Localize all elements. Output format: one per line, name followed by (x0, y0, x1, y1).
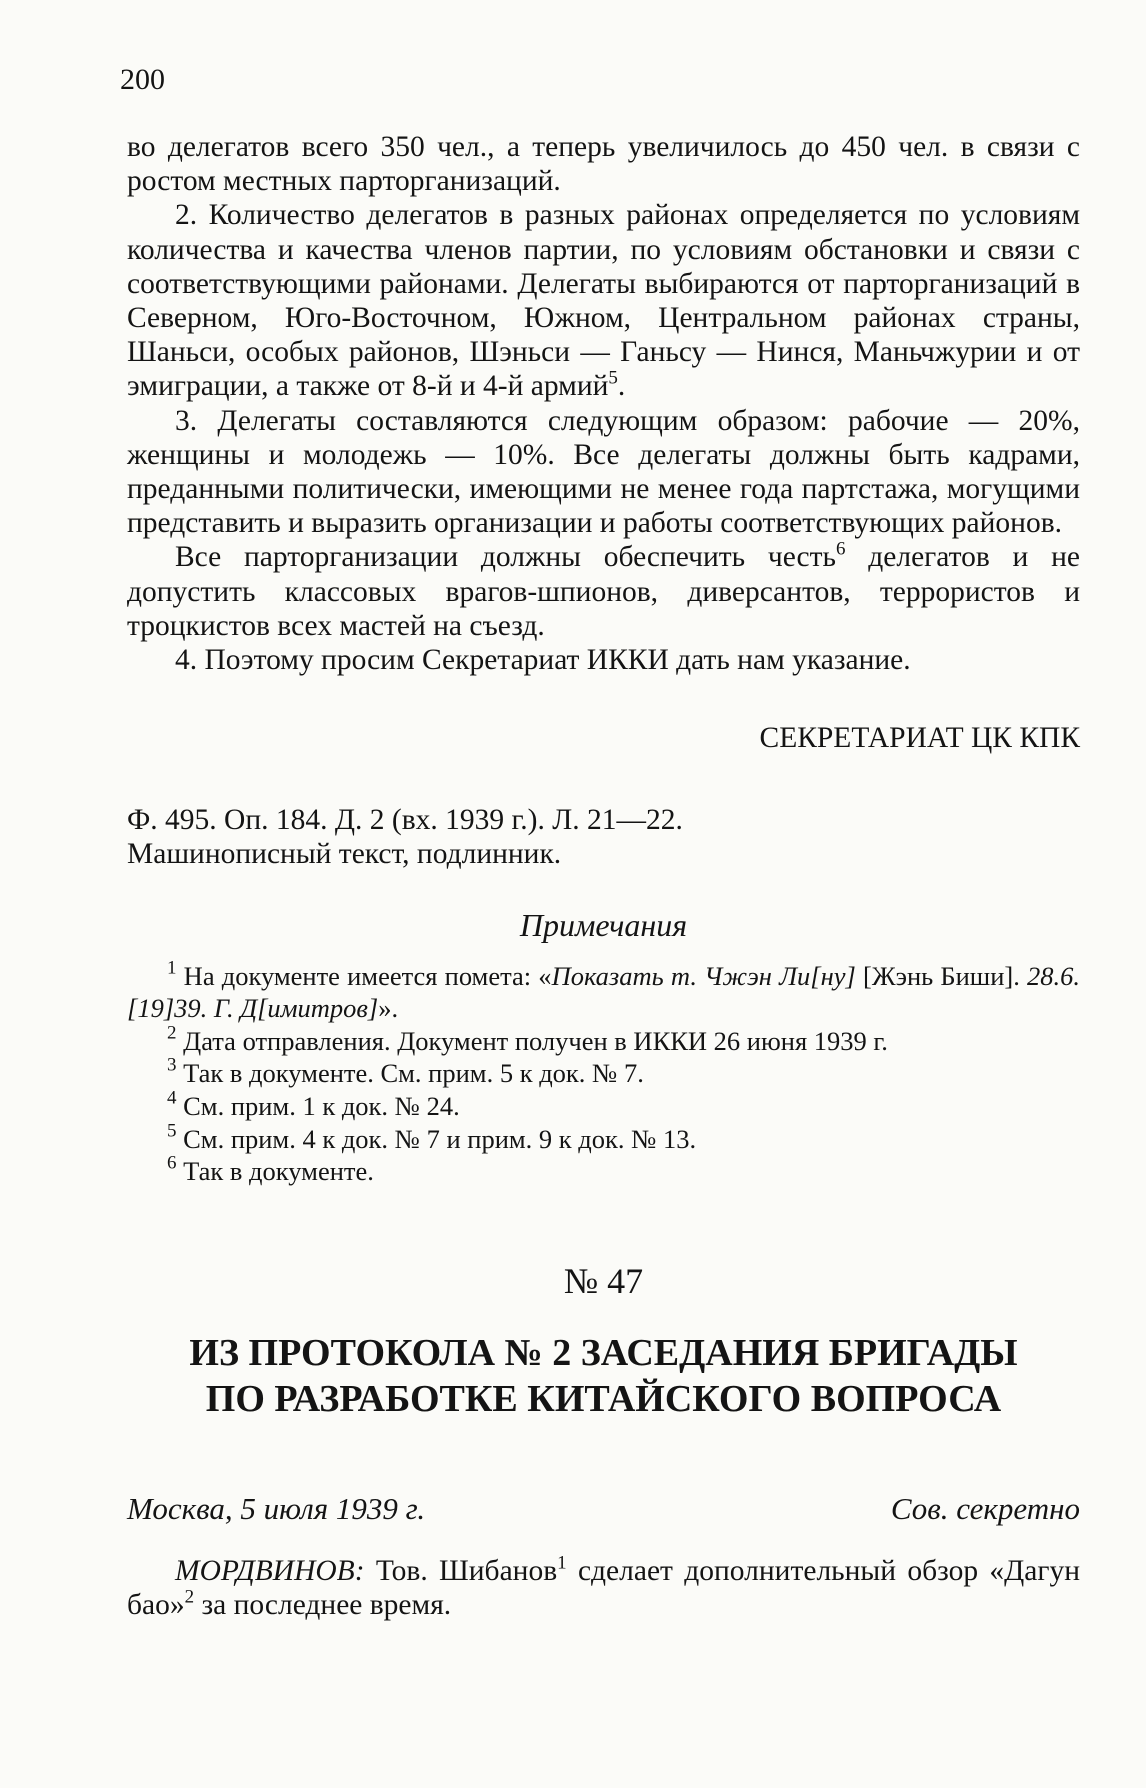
paragraph-request (127, 643, 1080, 677)
footnote-ref: 6 (836, 539, 846, 561)
note-text: На документе имеется помета: « (176, 960, 552, 991)
page-content (127, 130, 1080, 1622)
paragraph-continuation (127, 130, 1080, 198)
note-number: 6 (167, 1152, 177, 1174)
paragraph-text: Все парторганизации должны обеспечить честь (175, 541, 836, 574)
paragraph-text: 2. Количество делегатов в разных районах определяется по условиям количества и качества членов партии, по условиям обстановки и связи с соответствующими районами. Делегаты выбираются от парторганизаций в Северном, Юго-Восточном, Южном, Центральном районах страны, Шаньси, особых районов, Шэньси — Ганьсу — Нинся, Маньчжурии и от эмиграции, а также от 8-й и 4-й армий (127, 199, 1080, 403)
note-number: 3 (167, 1055, 177, 1077)
paragraph-text: во делегатов всего 350 чел., а теперь увеличилось до 450 чел. в связи с ростом местных парторганизаций. (127, 131, 1080, 198)
paragraph-delegates-composition (127, 404, 1080, 541)
speech-text: за последнее время. (194, 1589, 452, 1622)
note-text: См. прим. 4 к док. № 7 и прим. 9 к док. № 13. (176, 1123, 697, 1154)
note-number: 4 (167, 1087, 177, 1109)
place-date: Москва, 5 июля 1939 г. (127, 1490, 426, 1526)
note-item (127, 1022, 1080, 1058)
note-number: 1 (167, 957, 177, 979)
note-item (127, 1152, 1080, 1188)
archive-line-2: Машинописный текст, подлинник. (127, 838, 562, 871)
page-number: 200 (120, 63, 165, 96)
footnote-ref: 5 (608, 368, 618, 390)
notes-heading: Примечания (519, 906, 688, 943)
note-text: Дата отправления. Документ получен в ИККИ 26 июня 1939 г. (176, 1025, 888, 1056)
speech-text: сделает дополнительный обзор «Дагун бао» (127, 1554, 1080, 1622)
note-item (127, 1120, 1080, 1156)
document-title-line-1: ИЗ ПРОТОКОЛА № 2 ЗАСЕДАНИЯ БРИГАДЫ (189, 1331, 1018, 1374)
note-item (127, 1057, 1080, 1090)
notes-list (127, 957, 1081, 1188)
paragraph-delegates-count (127, 198, 1080, 403)
paragraph-text: делегатов и не допустить классовых врагов-шпионов, диверсантов, террористов и троцкистов всех мастей на съезд. (127, 541, 1080, 642)
paragraph-text: 3. Делегаты составляются следующим образом: рабочие — 20%, женщины и молодежь — 10%. Все делегаты должны быть кадрами, преданными политически, имеющими не менее года партстажа, могущими представить и выразить организации и работы соответствующих районов. (127, 404, 1080, 540)
signature: СЕКРЕТАРИАТ ЦК КПК (759, 722, 1080, 755)
document-number: № 47 (563, 1260, 644, 1301)
paragraph-text: 4. Поэтому просим Секретариат ИККИ дать нам указание. (175, 644, 911, 677)
paragraph-party-organizations (127, 540, 1080, 643)
document-title (127, 1330, 1080, 1422)
footnote-ref: 1 (557, 1552, 567, 1574)
note-italic-text: 28.6.[19]39. Г. Д[имитров] (127, 960, 1081, 1024)
note-number: 2 (167, 1022, 177, 1044)
paragraph-end: . (617, 370, 626, 403)
note-text: [Жэнь Биши]. (855, 960, 1028, 991)
note-text: ». (378, 993, 399, 1024)
note-text: Так в документе. (176, 1156, 374, 1187)
protocol-speech (127, 1554, 1080, 1622)
place-date-row (127, 1490, 1080, 1528)
note-item (127, 1087, 1080, 1123)
archive-line-1: Ф. 495. Оп. 184. Д. 2 (вх. 1939 г.). Л. 21—22. (127, 804, 683, 837)
speech-text: Тов. Шибанов (364, 1554, 558, 1587)
note-text: См. прим. 1 к док. № 24. (176, 1091, 460, 1122)
document-title-line-2: ПО РАЗРАБОТКЕ КИТАЙСКОГО ВОПРОСА (205, 1377, 1002, 1420)
note-number: 5 (167, 1120, 177, 1142)
speaker-name: МОРДВИНОВ: (175, 1554, 365, 1587)
note-item (127, 957, 1081, 1025)
classification-stamp: Сов. секретно (890, 1490, 1080, 1526)
note-italic-text: Показать т. Чжэн Ли[ну] (551, 960, 856, 991)
archive-reference (127, 803, 1080, 871)
footnote-ref: 2 (184, 1586, 195, 1608)
note-text: Так в документе. См. прим. 5 к док. № 7. (176, 1058, 644, 1089)
